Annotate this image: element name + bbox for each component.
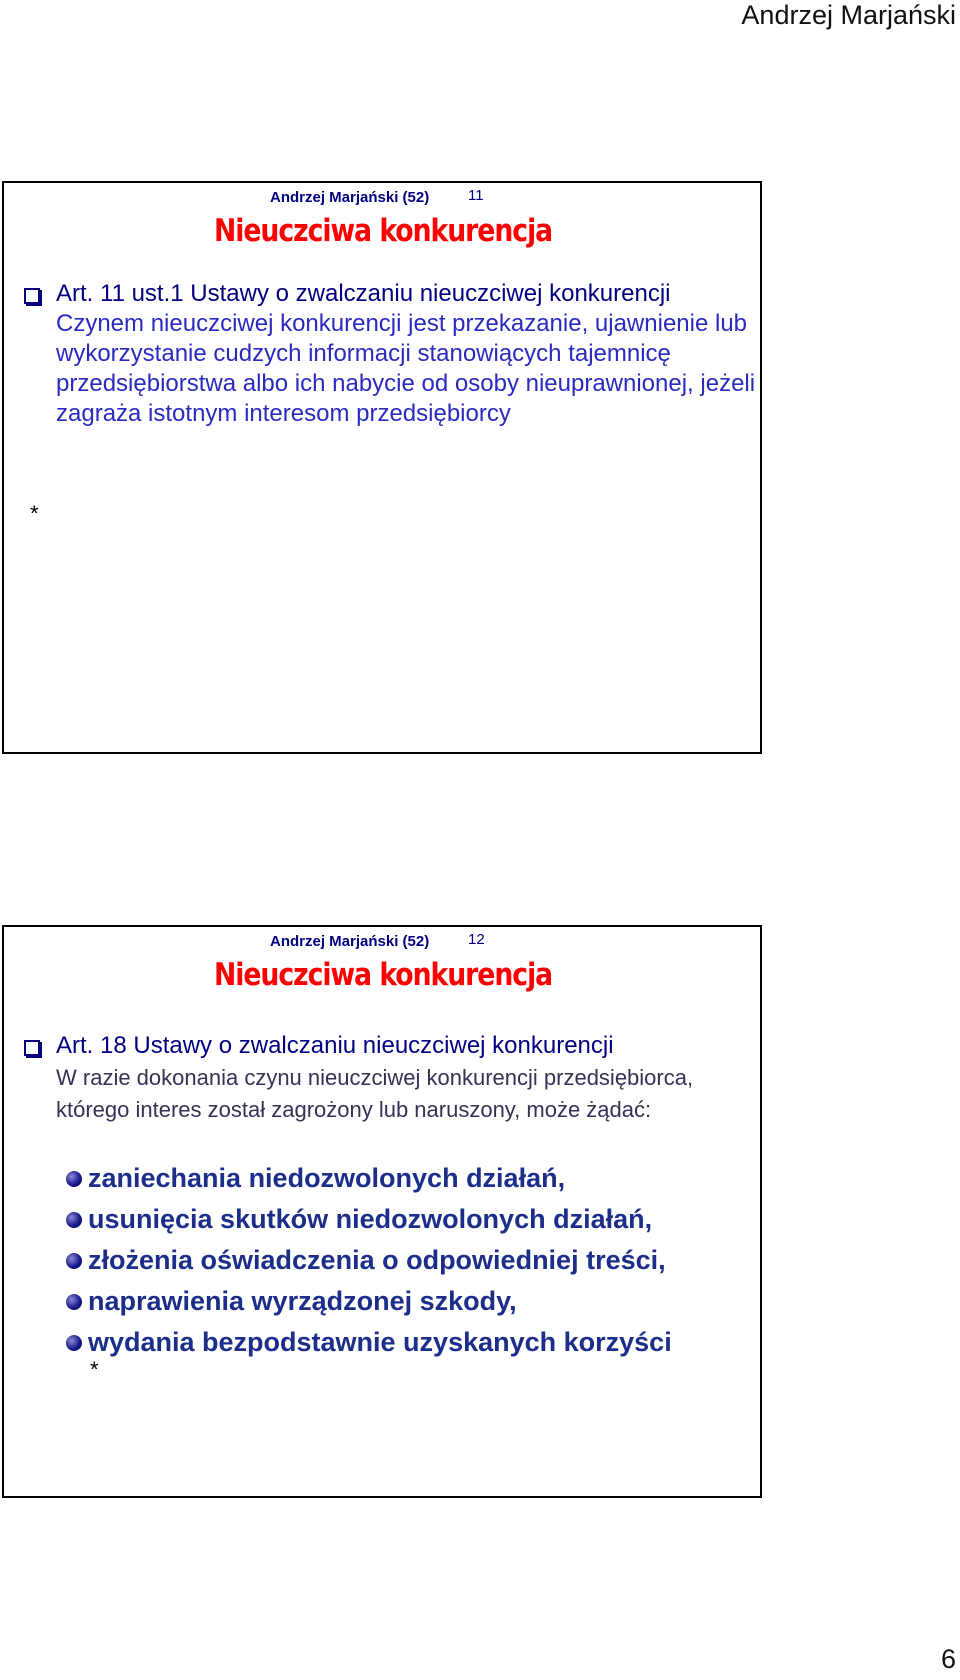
slide-number: 12: [468, 931, 485, 948]
checkbox-bullet-icon: [24, 288, 40, 304]
claim-text: usunięcia skutków niedozwolonych działań,: [88, 1204, 653, 1234]
slide-author: Andrzej Marjański (52): [270, 933, 430, 950]
claims-list: [66, 1158, 672, 1363]
slide-title: Nieuczciwa konkurencja: [214, 957, 553, 993]
page-number: 6: [940, 1644, 956, 1674]
sphere-bullet-icon: [66, 1171, 82, 1187]
slide-content: [56, 279, 756, 429]
slide-title: Nieuczciwa konkurencja: [214, 213, 553, 249]
list-item: [66, 1240, 672, 1281]
list-item: [66, 1199, 672, 1240]
footnote-asterisk: *: [30, 501, 39, 526]
heading-row: [24, 279, 54, 304]
slide-12: [2, 925, 762, 1498]
slide-author: Andrzej Marjański (52): [270, 189, 430, 206]
page-header-author: Andrzej Marjański: [741, 0, 956, 30]
slide-number: 11: [468, 187, 484, 204]
slide-heading: Art. 11 ust.1 Ustawy o zwalczaniu nieuczciwej konkurencji: [56, 280, 671, 307]
footnote-asterisk: *: [90, 1357, 99, 1382]
sphere-bullet-icon: [66, 1294, 82, 1310]
sphere-bullet-icon: [66, 1253, 82, 1269]
list-item: [66, 1281, 672, 1322]
slide-body: Czynem nieuczciwej konkurencji jest przekazanie, ujawnienie lub wykorzystanie cudzych informacji stanowiących tajemnicę przedsiębiorstwa albo ich nabycie od osoby nieuprawnionej, jeżeli zagraża istotnym interesom przedsiębiorcy: [56, 310, 756, 427]
sphere-bullet-icon: [66, 1335, 82, 1351]
checkbox-bullet-icon: [24, 1040, 40, 1056]
list-item: [66, 1158, 672, 1199]
heading-row: [24, 1031, 54, 1056]
sphere-bullet-icon: [66, 1212, 82, 1228]
claim-text: złożenia oświadczenia o odpowiedniej treści,: [88, 1245, 666, 1275]
slide-11: [2, 181, 762, 754]
slide-heading: Art. 18 Ustawy o zwalczaniu nieuczciwej konkurencji: [56, 1032, 614, 1059]
claim-text: zaniechania niedozwolonych działań,: [88, 1163, 566, 1193]
claim-text: wydania bezpodstawnie uzyskanych korzyści: [88, 1327, 672, 1357]
claim-text: naprawienia wyrządzonej szkody,: [88, 1286, 517, 1316]
slide-body: W razie dokonania czynu nieuczciwej konkurencji przedsiębiorca, którego interes został zagrożony lub naruszony, może żądać:: [56, 1065, 694, 1122]
list-item: [66, 1322, 672, 1363]
